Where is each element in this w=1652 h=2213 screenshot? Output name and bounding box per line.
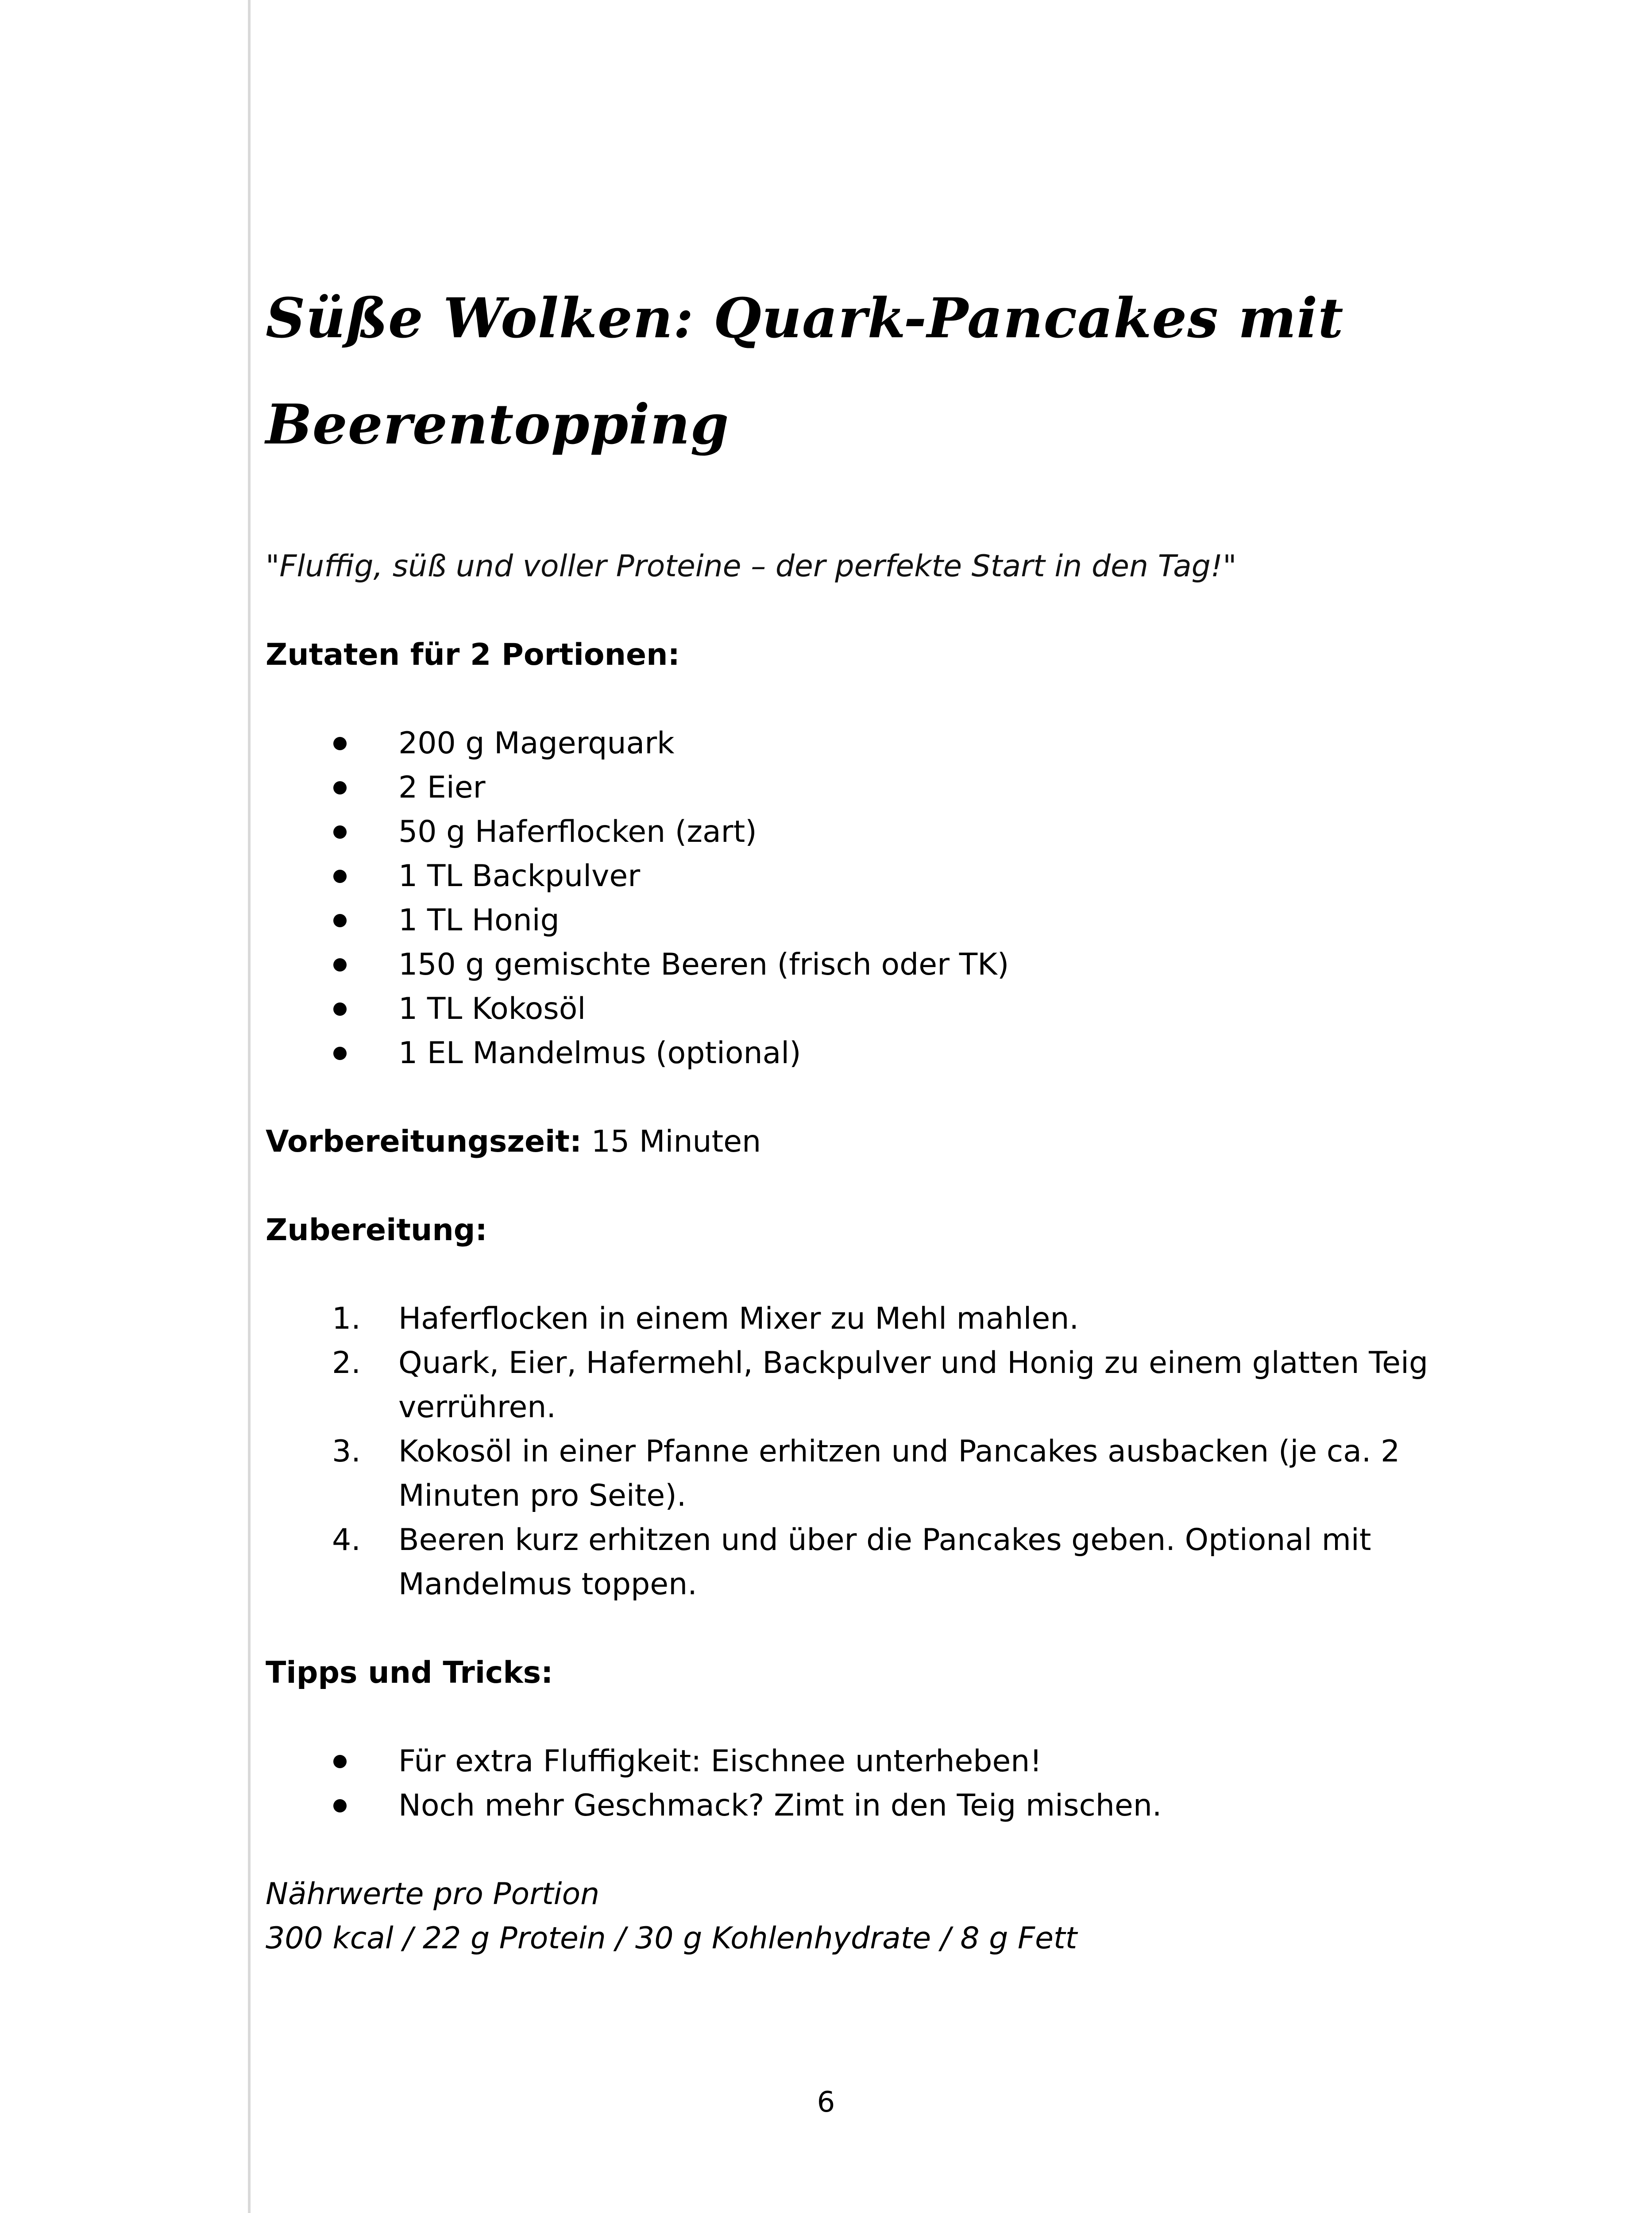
bullet-icon	[333, 1047, 347, 1060]
tips-heading: Tipps und Tricks:	[266, 1655, 553, 1690]
bullet-icon	[333, 737, 347, 750]
step-text: Quark, Eier, Hafermehl, Backpulver und Honig zu einem glatten Teig verrühren.	[398, 1346, 1428, 1425]
bullet-icon	[333, 1755, 347, 1768]
ingredient-text: 1 TL Kokosöl	[398, 991, 586, 1026]
list-item	[266, 1430, 1439, 1518]
step-number: 2.	[332, 1346, 361, 1380]
nutrition-values: 300 kcal / 22 g Protein / 30 g Kohlenhydrate / 8 g Fett	[266, 1921, 1077, 1956]
list-item	[266, 1031, 1439, 1076]
ingredients-list	[266, 721, 1439, 1076]
bullet-icon	[333, 914, 347, 927]
prep-time-value: 15 Minuten	[591, 1124, 761, 1159]
bullet-icon	[333, 958, 347, 972]
list-item	[266, 810, 1439, 854]
ingredient-text: 200 g Magerquark	[398, 726, 675, 761]
tip-text: Für extra Fluffigkeit: Eischnee unterheben!	[398, 1744, 1042, 1779]
recipe-title	[266, 266, 1439, 478]
step-text: Haferflocken in einem Mixer zu Mehl mahlen.	[398, 1301, 1079, 1336]
list-item	[266, 1297, 1439, 1341]
list-item	[266, 987, 1439, 1031]
ingredients-heading: Zutaten für 2 Portionen:	[266, 637, 680, 672]
list-item	[266, 854, 1439, 898]
list-item	[266, 1784, 1439, 1828]
ingredient-text: 2 Eier	[398, 770, 486, 805]
bullet-icon	[333, 1002, 347, 1016]
prep-time-label: Vorbereitungszeit:	[266, 1124, 582, 1159]
step-number: 1.	[332, 1301, 361, 1336]
list-item	[266, 766, 1439, 810]
page-number: 6	[817, 2086, 835, 2119]
recipe-page	[266, 266, 1439, 1961]
bullet-icon	[333, 870, 347, 883]
tips-list	[266, 1739, 1439, 1828]
bullet-icon	[333, 781, 347, 794]
ingredient-text: 1 TL Honig	[398, 903, 560, 938]
nutrition-info	[266, 1872, 1439, 1961]
tip-text: Noch mehr Geschmack? Zimt in den Teig mischen.	[398, 1788, 1162, 1823]
preparation-steps	[266, 1297, 1439, 1607]
recipe-title-line-1: Süße Wolken: Quark-Pancakes mit	[266, 286, 1344, 351]
step-text: Beeren kurz erhitzen und über die Pancakes geben. Optional mit Mandelmus toppen.	[398, 1523, 1371, 1602]
step-number: 3.	[332, 1434, 361, 1469]
ingredient-text: 50 g Haferflocken (zart)	[398, 814, 757, 849]
recipe-tagline: "Fluffig, süß und voller Proteine – der perfekte Start in den Tag!"	[266, 549, 1237, 584]
list-item	[266, 943, 1439, 987]
ingredient-text: 150 g gemischte Beeren (frisch oder TK)	[398, 947, 1009, 982]
list-item	[266, 1518, 1439, 1607]
ingredient-text: 1 EL Mandelmus (optional)	[398, 1036, 801, 1071]
list-item	[266, 721, 1439, 766]
list-item	[266, 1341, 1439, 1430]
ingredient-text: 1 TL Backpulver	[398, 859, 641, 894]
bullet-icon	[333, 825, 347, 839]
list-item	[266, 898, 1439, 943]
prep-time	[266, 1120, 1439, 1164]
step-text: Kokosöl in einer Pfanne erhitzen und Pancakes ausbacken (je ca. 2 Minuten pro Seite).	[398, 1434, 1400, 1513]
step-number: 4.	[332, 1523, 361, 1558]
list-item	[266, 1739, 1439, 1784]
preparation-heading: Zubereitung:	[266, 1213, 487, 1248]
nutrition-label: Nährwerte pro Portion	[266, 1877, 600, 1912]
bullet-icon	[333, 1799, 347, 1812]
page-margin-line	[248, 0, 251, 2213]
recipe-title-line-2: Beerentopping	[266, 393, 730, 457]
